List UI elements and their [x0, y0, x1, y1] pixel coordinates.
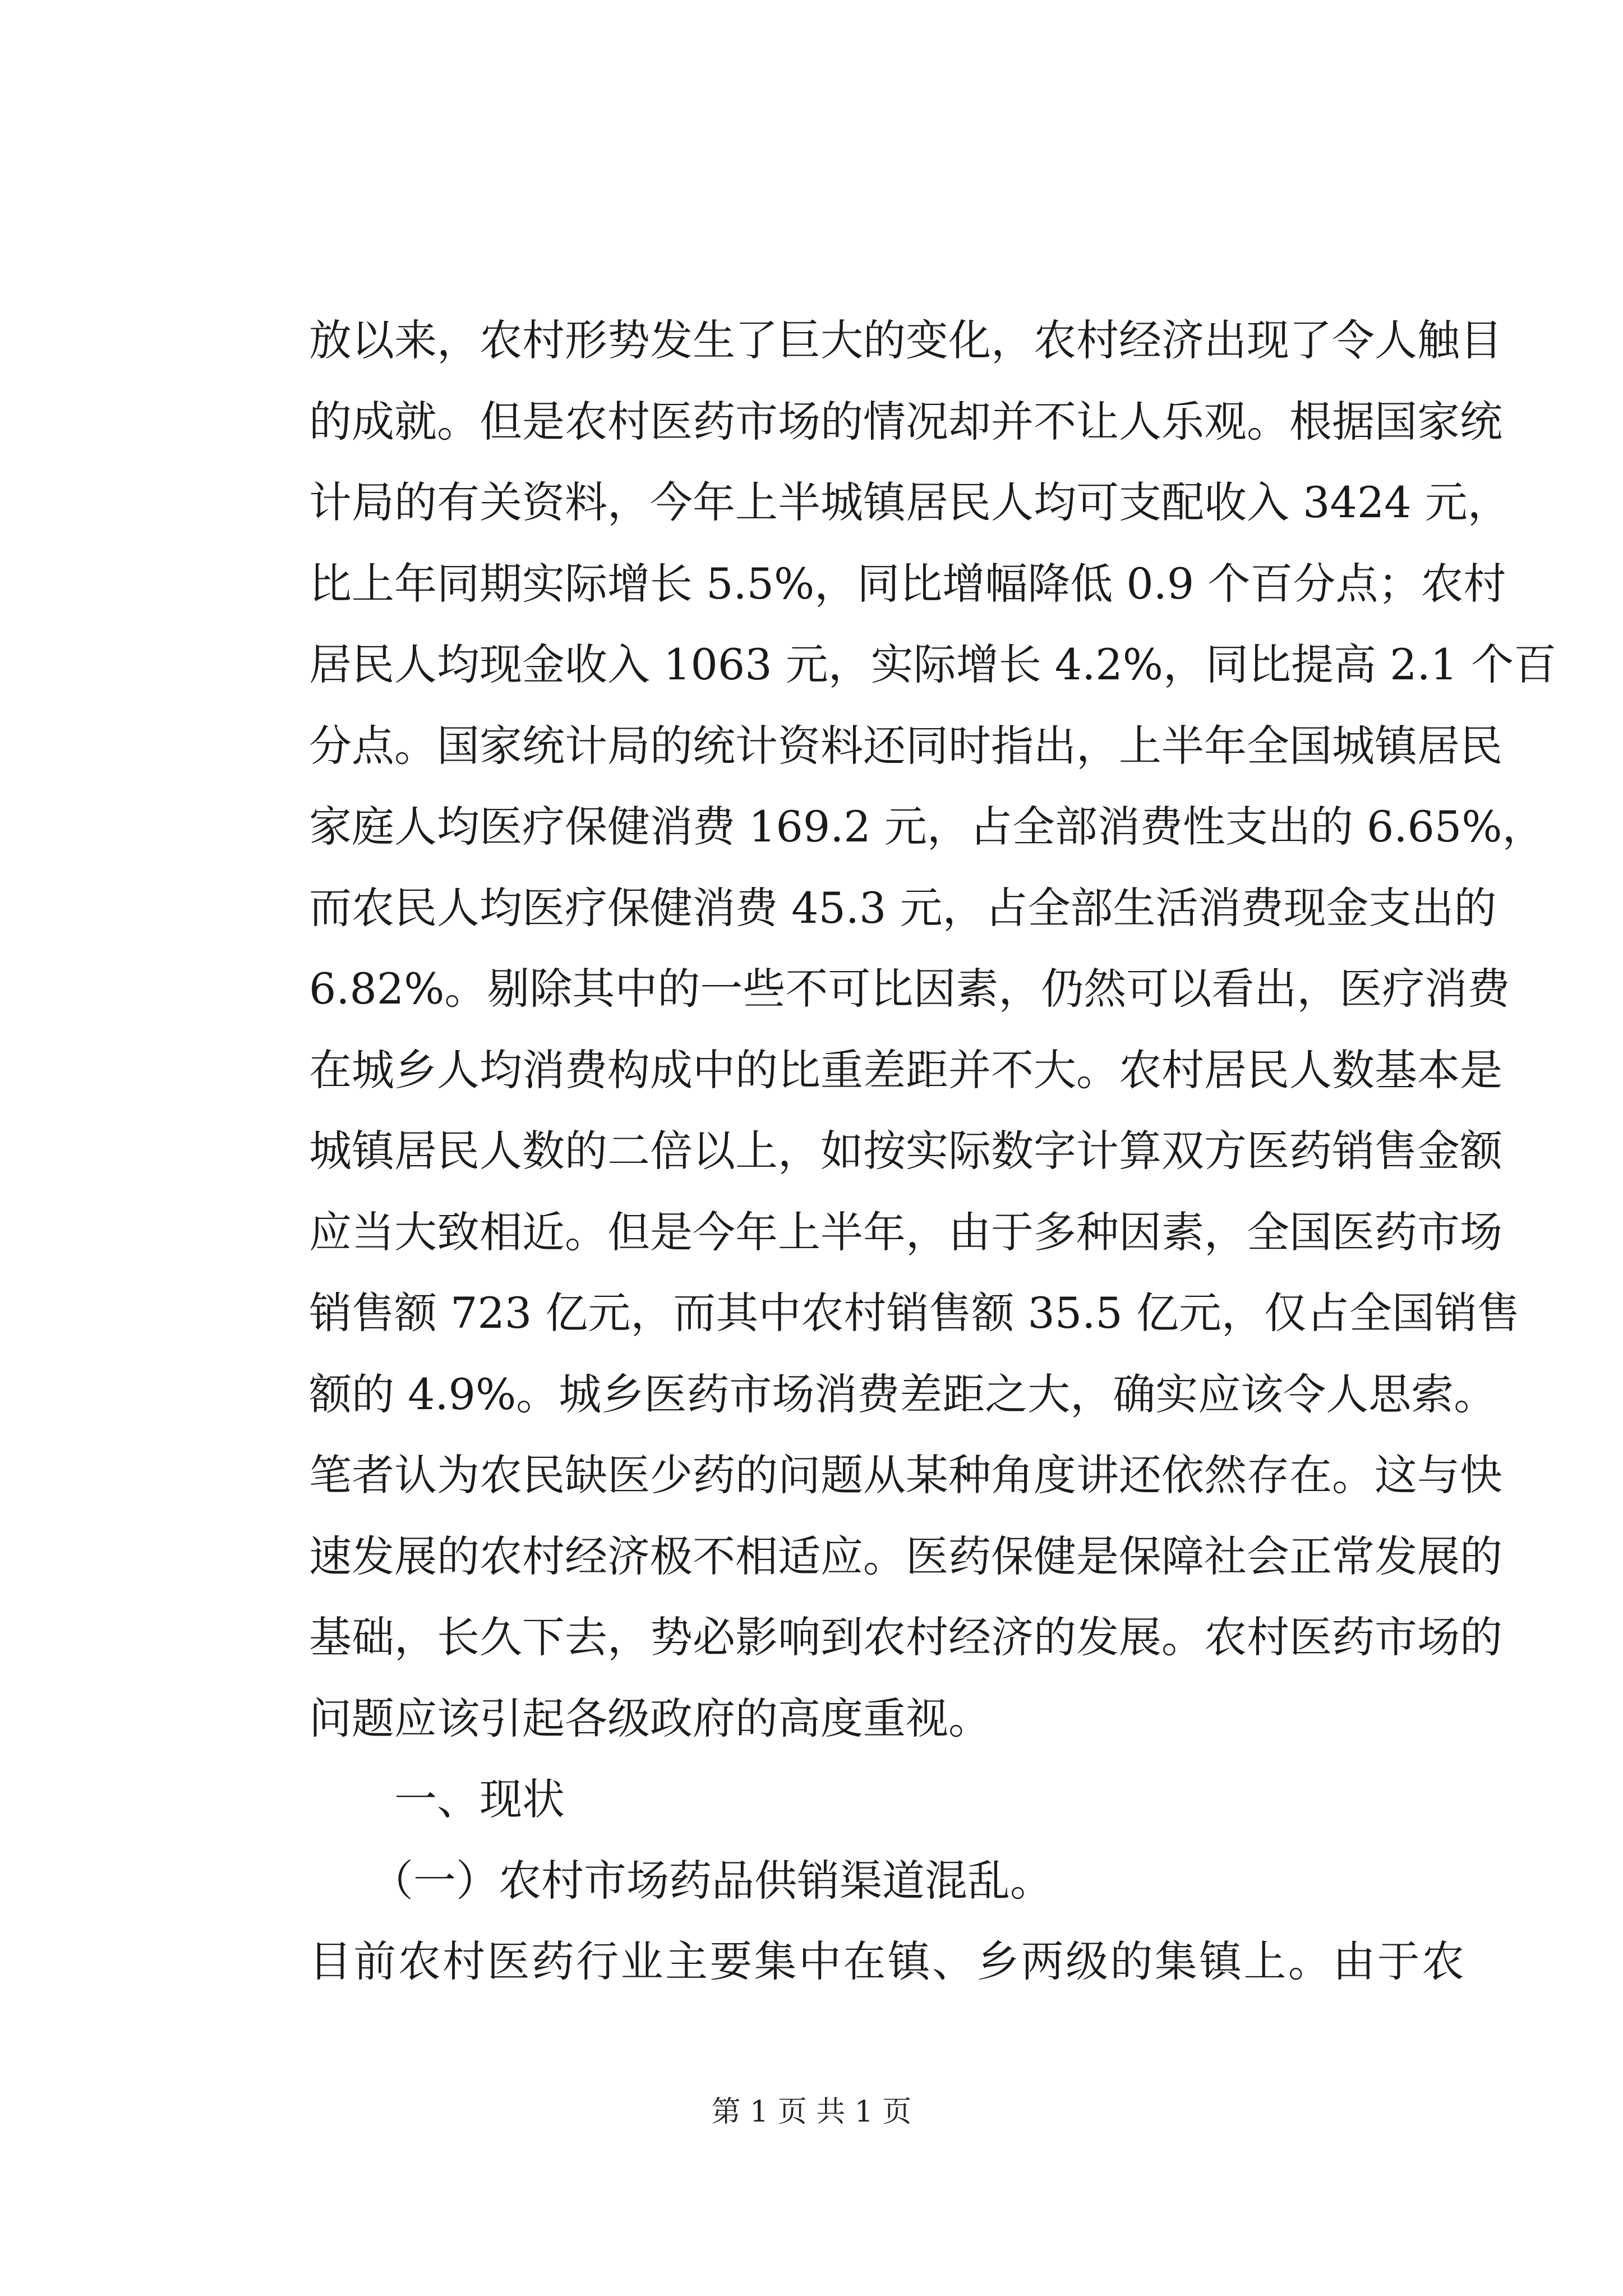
text-line: 问题应该引起各级政府的高度重视。	[309, 1693, 991, 1743]
text-line: 分点。国家统计局的统计资料还同时指出，上半年全国城镇居民	[309, 720, 1502, 771]
body-text	[309, 300, 1557, 2003]
text-line: 放以来，农村形势发生了巨大的变化，农村经济出现了令人触目	[309, 315, 1502, 365]
text-line: 速发展的农村经济极不相适应。医药保健是保障社会正常发展的	[309, 1531, 1502, 1581]
text-line: 在城乡人均消费构成中的比重差距并不大。农村居民人数基本是	[309, 1045, 1502, 1095]
text-line: 销售额 723 亿元，而其中农村销售额 35.5 亿元，仅占全国销售	[309, 1288, 1520, 1338]
text-line: 而农民人均医疗保健消费 45.3 元，占全部生活消费现金支出的	[309, 882, 1497, 933]
text-line: 目前农村医药行业主要集中在镇、乡两级的集镇上。由于农	[309, 1936, 1464, 1986]
subsection-heading: （一）农村市场药品供销渠道混乱。	[371, 1855, 1053, 1906]
text-line: 比上年同期实际增长 5.5%，同比增幅降低 0.9 个百分点；农村	[309, 558, 1506, 609]
text-line: 基础，长久下去，势必影响到农村经济的发展。农村医药市场的	[309, 1612, 1502, 1662]
page-footer: 第 1 页 共 1 页	[711, 2095, 912, 2129]
section-heading: 一、现状	[394, 1774, 565, 1824]
text-line: 笔者认为农民缺医少药的问题从某种角度讲还依然存在。这与快	[309, 1450, 1502, 1500]
text-line: 应当大致相近。但是今年上半年，由于多种因素，全国医药市场	[309, 1207, 1502, 1257]
text-line: 额的 4.9%。城乡医药市场消费差距之大，确实应该令人思索。	[309, 1369, 1497, 1419]
text-line: 家庭人均医疗保健消费 169.2 元，占全部消费性支出的 6.65%，	[309, 802, 1545, 852]
text-line: 计局的有关资料，今年上半城镇居民人均可支配收入 3424 元，	[309, 477, 1510, 527]
text-line: 居民人均现金收入 1063 元，实际增长 4.2%，同比提高 2.1 个百	[309, 639, 1557, 689]
text-line: 城镇居民人数的二倍以上，如按实际数字计算双方医药销售金额	[309, 1126, 1502, 1176]
text-line: 的成就。但是农村医药市场的情况却并不让人乐观。根据国家统	[309, 396, 1502, 447]
text-line: 6.82%。剔除其中的一些不可比因素，仍然可以看出，医疗消费	[309, 964, 1510, 1014]
